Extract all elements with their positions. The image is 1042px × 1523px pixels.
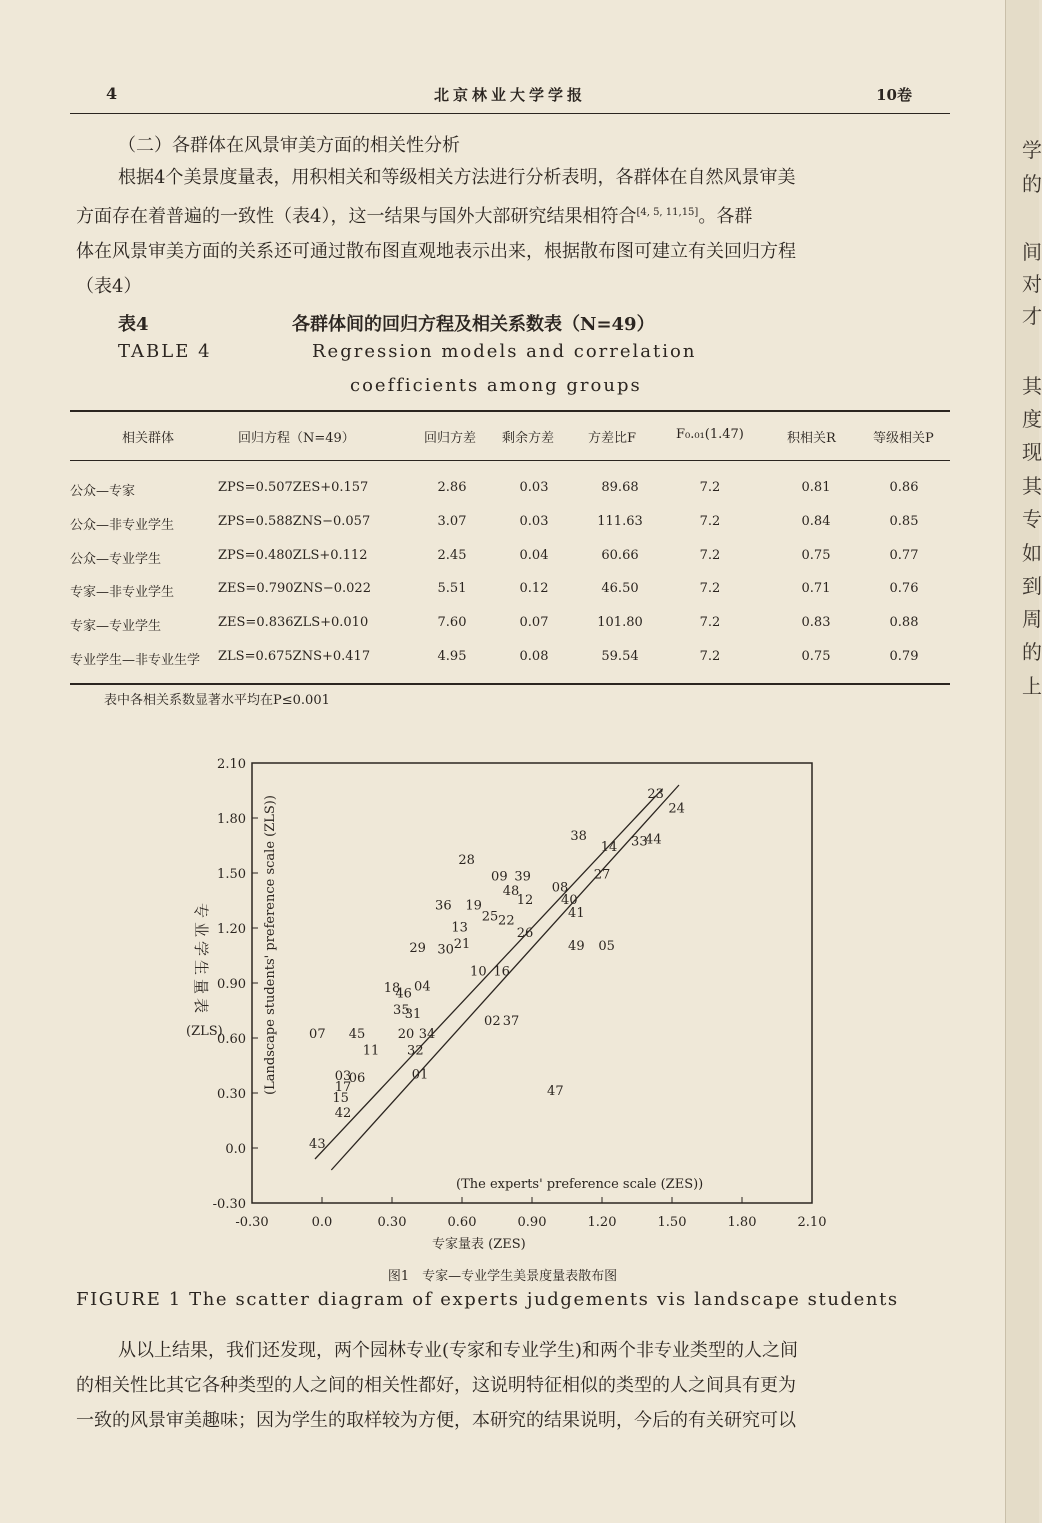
col-header-group: 相关群体 <box>122 431 175 446</box>
col-header-reg-var: 回归方差 <box>424 431 477 446</box>
cell-equation: ZPS=0.507ZES+0.157 <box>218 480 369 495</box>
data-point-label: 23 <box>647 786 664 802</box>
data-point-label: 39 <box>514 869 531 885</box>
citation: [4, 5, 11,15] <box>636 207 699 218</box>
cell-p: 0.86 <box>889 480 919 495</box>
cell-f: 60.66 <box>601 548 639 563</box>
data-point-label: 13 <box>451 920 468 936</box>
y-axis-title-cn: 专业学生量表 <box>192 902 210 1018</box>
margin-char: 专 <box>1022 507 1042 531</box>
data-point-label: 07 <box>309 1027 326 1042</box>
data-point-label: 10 <box>470 964 487 980</box>
data-point-label: 03 <box>334 1069 352 1085</box>
section-title: （二）各群体在风景审美方面的相关性分析 <box>118 135 460 156</box>
cell-equation: ZES=0.790ZNS−0.022 <box>218 581 371 596</box>
closing-line-3: 一致的风景审美趣味；因为学生的取样较为方便，本研究的结果说明，今后的有关研究可以 <box>76 1410 796 1431</box>
y-tick-label: 1.80 <box>217 812 246 827</box>
data-point-label: 12 <box>516 893 534 909</box>
data-point-label: 37 <box>502 1014 520 1030</box>
x-tick-label: 0.90 <box>517 1215 547 1230</box>
figure-caption-cn: 图1 专家—专业学生美景度量表散布图 <box>387 1269 618 1284</box>
data-point-label: 20 <box>397 1027 415 1042</box>
data-point-label: 06 <box>348 1071 366 1086</box>
cell-f001: 7.2 <box>699 581 721 596</box>
data-point-label: 41 <box>568 906 585 921</box>
cell-f001: 7.2 <box>699 514 721 529</box>
margin-char: 的 <box>1022 172 1042 196</box>
cell-res-var: 0.12 <box>519 581 549 596</box>
closing-paragraph <box>76 1333 952 1438</box>
col-header-equation: 回归方程（N=49） <box>238 431 355 446</box>
page-number: 4 <box>106 84 118 103</box>
margin-char: 到 <box>1022 574 1042 598</box>
figure-caption-en: FIGURE 1 The scatter diagram of experts judgements vis landscape students <box>76 1289 899 1310</box>
margin-char: 间 <box>1022 240 1042 264</box>
data-point-label: 22 <box>498 913 515 929</box>
cell-f001: 7.2 <box>699 615 721 630</box>
margin-char: 的 <box>1022 640 1042 664</box>
data-point-label: 29 <box>409 940 426 956</box>
para-line-2: 方面存在着普遍的一致性（表4），这一结果与国外大部研究结果相符合 <box>76 206 637 227</box>
volume-label: 10卷 <box>876 86 912 104</box>
data-point-label: 34 <box>418 1027 436 1042</box>
cell-reg-var: 3.07 <box>437 514 467 529</box>
data-point-label: 24 <box>668 801 685 817</box>
cell-p: 0.77 <box>889 548 919 563</box>
cell-equation: ZPS=0.480ZLS+0.112 <box>218 548 368 563</box>
table-label-cn: 表4 <box>118 314 149 335</box>
cell-res-var: 0.03 <box>519 514 549 529</box>
closing-line-2: 的相关性比其它各种类型的人之间的相关性都好，这说明特征相似的类型的人之间具有更为 <box>76 1375 796 1396</box>
cell-reg-var: 2.86 <box>437 480 467 495</box>
cell-group: 公众—专业学生 <box>70 552 162 567</box>
data-point-label: 08 <box>551 880 569 896</box>
y-tick-label: 2.10 <box>217 757 246 772</box>
cell-group: 专业学生—非专业生学 <box>70 653 201 668</box>
cell-group: 专家—非专业学生 <box>70 585 175 600</box>
margin-char: 度 <box>1022 407 1042 431</box>
x-tick-label: 0.60 <box>447 1215 477 1230</box>
para-line-3: 体在风景审美方面的关系还可通过散布图直观地表示出来，根据散布图可建立有关回归方程 <box>76 241 796 262</box>
cell-p: 0.88 <box>889 615 919 630</box>
col-header-p: 等级相关P <box>873 431 934 446</box>
x-tick-label: 1.20 <box>587 1215 617 1230</box>
y-axis-title-abbr: (ZLS) <box>186 1024 223 1039</box>
cell-r: 0.75 <box>801 649 831 664</box>
margin-char: 学 <box>1022 138 1042 162</box>
data-point-label: 27 <box>593 867 611 883</box>
cell-f001: 7.2 <box>699 649 721 664</box>
table-note: 表中各相关系数显著水平均在P≤0.001 <box>104 693 330 708</box>
cell-f: 111.63 <box>597 514 643 529</box>
cell-f: 46.50 <box>601 581 639 596</box>
data-point-label: 45 <box>348 1027 366 1042</box>
x-tick-label: 0.30 <box>377 1215 407 1230</box>
data-point-label: 33 <box>631 834 648 850</box>
table-label-en: TABLE 4 <box>118 341 212 362</box>
margin-char: 其 <box>1022 474 1042 498</box>
col-header-f001: F₀.₀₁(1.47) <box>676 427 744 442</box>
cell-reg-var: 4.95 <box>437 649 467 664</box>
y-tick-label: 0.90 <box>217 977 246 992</box>
data-point-label: 14 <box>600 840 618 855</box>
data-point-label: 26 <box>516 926 534 942</box>
x-axis-title-en: (The experts' preference scale (ZES)) <box>456 1177 704 1192</box>
col-header-res-var: 剩余方差 <box>502 431 555 446</box>
data-point-label: 19 <box>465 898 482 914</box>
y-tick-label: 0.60 <box>217 1032 246 1047</box>
cell-p: 0.76 <box>889 581 919 596</box>
col-header-r: 积相关R <box>787 431 836 446</box>
cell-f: 59.54 <box>601 649 639 664</box>
table-title-en-1: Regression models and correlation <box>312 341 697 362</box>
para-line-1: 根据4个美景度量表，用积相关和等级相关方法进行分析表明，各群体在自然风景审美 <box>118 167 796 188</box>
data-point-label: 42 <box>334 1105 352 1121</box>
data-point-label: 16 <box>493 964 510 980</box>
para-line-4: （表4） <box>76 276 142 297</box>
y-tick-label: 1.50 <box>217 867 246 882</box>
margin-char: 对 <box>1022 272 1042 296</box>
closing-line-1: 从以上结果，我们还发现，两个园林专业(专家和专业学生)和两个非专业类型的人之间 <box>118 1340 799 1361</box>
cell-r: 0.75 <box>801 548 831 563</box>
data-point-label: 31 <box>404 1006 422 1022</box>
para-line-2-tail: 。各群 <box>698 206 753 227</box>
data-point-label: 11 <box>362 1043 380 1059</box>
col-header-f: 方差比F <box>588 431 637 446</box>
cell-f001: 7.2 <box>699 480 721 495</box>
margin-char: 现 <box>1022 440 1042 464</box>
data-point-label: 01 <box>411 1067 429 1083</box>
data-point-label: 43 <box>309 1137 326 1152</box>
data-point-label: 35 <box>393 1003 410 1019</box>
cell-group: 专家—专业学生 <box>70 619 162 634</box>
margin-char: 上 <box>1022 674 1042 698</box>
cell-group: 公众—非专业学生 <box>70 518 175 533</box>
data-point-label: 04 <box>414 979 431 995</box>
data-point-label: 05 <box>598 939 615 954</box>
data-point-label: 25 <box>481 909 499 925</box>
journal-title: 北京林业大学学报 <box>433 86 586 104</box>
cell-reg-var: 2.45 <box>437 548 467 563</box>
cell-res-var: 0.07 <box>519 615 549 630</box>
data-point-label: 02 <box>484 1014 501 1030</box>
table-title-en-2: coefficients among groups <box>350 375 642 396</box>
margin-char: 如 <box>1022 541 1042 565</box>
cell-reg-var: 5.51 <box>437 581 467 596</box>
y-tick-label: 1.20 <box>217 922 246 937</box>
y-tick-label: -0.30 <box>212 1197 246 1212</box>
cell-p: 0.79 <box>889 649 919 664</box>
table-title-cn: 各群体间的回归方程及相关系数表（N=49） <box>292 314 655 335</box>
data-point-label: 15 <box>332 1091 349 1107</box>
cell-res-var: 0.08 <box>519 649 549 664</box>
cell-r: 0.81 <box>801 480 831 495</box>
cell-f: 89.68 <box>601 480 639 495</box>
cell-group: 公众—专家 <box>70 484 136 499</box>
x-tick-label: 1.50 <box>657 1215 687 1230</box>
data-point-label: 17 <box>334 1080 352 1096</box>
x-tick-label: 2.10 <box>797 1215 827 1230</box>
data-point-label: 09 <box>491 869 508 885</box>
data-point-label: 18 <box>383 981 401 997</box>
cell-res-var: 0.03 <box>519 480 549 495</box>
y-axis-title-en: (Landscape students' preference scale (ZLS)) <box>263 795 278 1095</box>
x-tick-label: 1.80 <box>727 1215 757 1230</box>
cell-r: 0.83 <box>801 615 831 630</box>
cell-p: 0.85 <box>889 514 919 529</box>
x-tick-label: -0.30 <box>235 1215 269 1230</box>
margin-char: 才 <box>1022 304 1042 328</box>
data-point-label: 36 <box>435 898 452 914</box>
cell-equation: ZES=0.836ZLS+0.010 <box>218 615 369 630</box>
x-axis-title-cn: 专家量表 (ZES) <box>432 1237 526 1252</box>
data-point-label: 38 <box>570 829 587 844</box>
cell-equation: ZPS=0.588ZNS−0.057 <box>218 514 371 529</box>
data-point-label: 21 <box>453 937 471 953</box>
data-point-label: 44 <box>645 832 662 848</box>
y-tick-label: 0.0 <box>225 1142 246 1157</box>
cell-r: 0.84 <box>801 514 831 529</box>
data-point-label: 49 <box>568 939 585 954</box>
data-point-label: 47 <box>547 1083 564 1099</box>
x-tick-label: 0.0 <box>311 1215 333 1230</box>
cell-r: 0.71 <box>801 581 831 596</box>
cell-res-var: 0.04 <box>519 548 549 563</box>
adjacent-page-edge <box>1005 0 1042 1523</box>
data-point-label: 28 <box>458 852 475 868</box>
data-point-label: 40 <box>561 893 578 909</box>
margin-char: 周 <box>1022 607 1042 631</box>
y-tick-label: 0.30 <box>217 1087 246 1102</box>
cell-equation: ZLS=0.675ZNS+0.417 <box>218 649 371 664</box>
data-point-label: 30 <box>437 942 454 958</box>
data-point-label: 48 <box>502 884 520 899</box>
data-point-label: 32 <box>407 1043 424 1059</box>
margin-char: 其 <box>1022 374 1042 398</box>
data-point-label: 46 <box>395 986 412 1002</box>
cell-f: 101.80 <box>597 615 643 630</box>
cell-reg-var: 7.60 <box>437 615 467 630</box>
cell-f001: 7.2 <box>699 548 721 563</box>
